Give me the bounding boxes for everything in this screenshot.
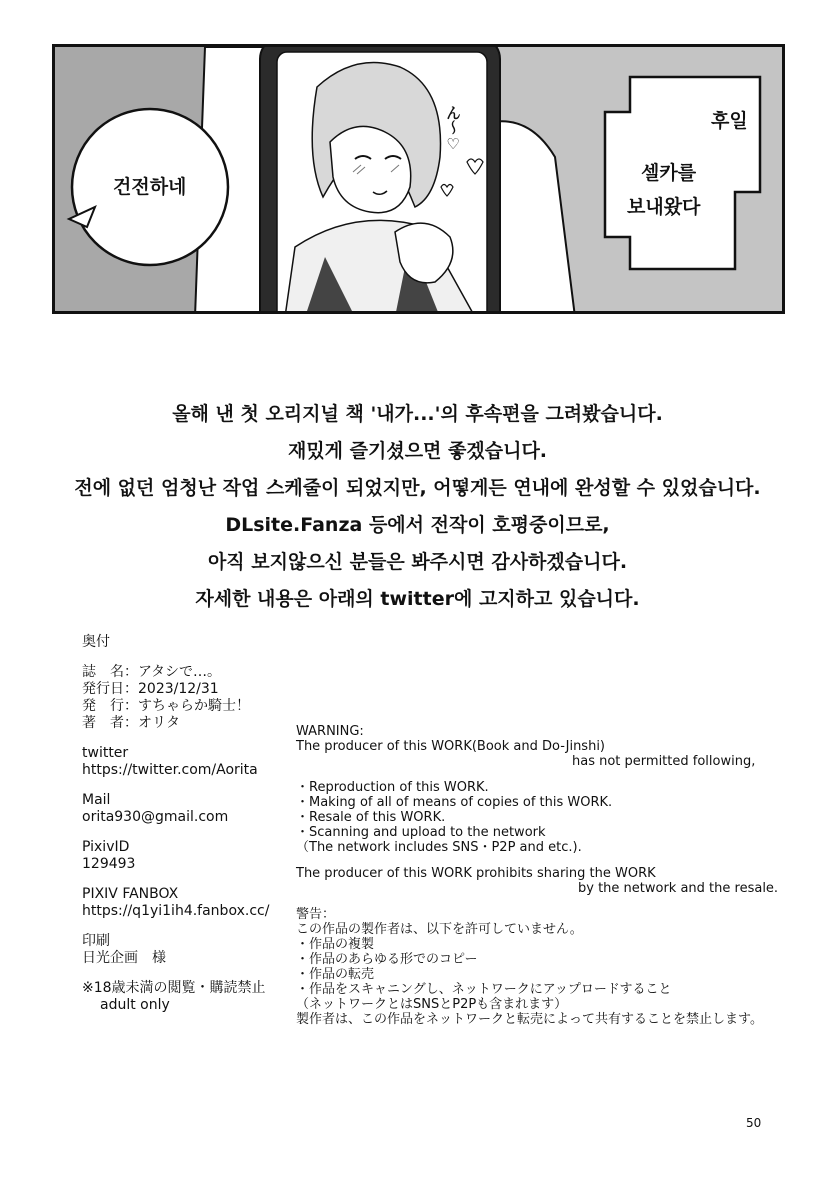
colophon-heading-block: [82, 634, 292, 651]
warning-item: ・Making of all of means of copies of this WORK.: [296, 795, 613, 810]
contact-printer: [82, 933, 292, 967]
warning-section: [296, 724, 779, 1027]
warning-prohibit: by the network and the resale.: [578, 881, 779, 896]
colophon: [82, 634, 292, 1027]
warning-item: ・Scanning and upload to the network: [296, 825, 546, 840]
intro-line-3: 전에 없던 엄청난 작업 스케줄이 되었지만, 어떻게든 연내에 완성할 수 있었습니다.: [74, 477, 761, 499]
warning-line: has not permitted following,: [572, 754, 756, 769]
intro-line-2: 재밌게 즐기셨으면 좋겠습니다.: [287, 440, 548, 462]
sound-effect: ん〜♡: [444, 105, 462, 153]
intro-line-5: 아직 보지않으신 분들은 봐주시면 감사하겠습니다.: [207, 551, 628, 573]
intro-text: [0, 396, 835, 618]
warning-jp-line: （ネットワークとはSNSとP2Pも含まれます）: [296, 997, 568, 1012]
caption-line-2: 셀카를: [641, 162, 697, 184]
contact-label: PIXIV FANBOX: [82, 886, 179, 902]
intro-line-6: 자세한 내용은 아래의 twitter에 고지하고 있습니다.: [195, 588, 640, 610]
warning-item: ・Resale of this WORK.: [296, 810, 446, 825]
warning-item: （The network includes SNS・P2P and etc.).: [296, 840, 582, 855]
intro-line-4: DLsite.Fanza 등에서 전작이 호평중이므로,: [225, 514, 610, 536]
warning-line: The producer of this WORK(Book and Do-Jinshi): [296, 739, 605, 754]
warning-jp-line: ・作品の転売: [296, 967, 375, 982]
contact-fanbox: [82, 886, 292, 920]
mail-link[interactable]: orita930@gmail.com: [82, 809, 229, 825]
detail-date: 発行日：2023/12/31: [82, 681, 219, 697]
warning-jp-title: 警告：: [296, 907, 336, 922]
colophon-details: [82, 664, 292, 732]
caption-line-3: 보내왔다: [627, 196, 701, 218]
speech-bubble-text: 건전하네: [113, 176, 187, 198]
warning-jp-line: ・作品のあらゆる形でのコピー: [296, 952, 478, 967]
twitter-link[interactable]: https://twitter.com/Aorita: [82, 762, 258, 778]
detail-author: 著 者：オリタ: [82, 715, 180, 731]
colophon-heading: 奥付: [82, 634, 110, 650]
contact-pixiv: [82, 839, 292, 873]
contact-twitter: [82, 745, 292, 779]
detail-publisher: 発 行：すちゃらか騎士！: [82, 698, 250, 714]
intro-line-1: 올해 낸 첫 오리지널 책 '내가...'의 후속편을 그려봤습니다.: [172, 403, 663, 425]
contact-label: Mail: [82, 792, 111, 808]
warning-jp-line: ・作品の複製: [296, 937, 375, 952]
pixiv-id: 129493: [82, 856, 136, 872]
age-notice: [82, 980, 292, 1014]
warning-title: WARNING:: [296, 724, 364, 739]
warning-prohibit: The producer of this WORK prohibits sharing the WORK: [296, 866, 656, 881]
contact-label: PixivID: [82, 839, 130, 855]
contact-label: twitter: [82, 745, 129, 761]
contact-label: 印刷: [82, 933, 110, 949]
adult-only: adult only: [100, 997, 170, 1013]
contact-mail: [82, 792, 292, 826]
detail-title: 誌 名：アタシで…。: [82, 664, 222, 680]
page-number: 50: [746, 1116, 762, 1130]
warning-jp-line: 製作者は、この作品をネットワークと転売によって共有することを禁止します。: [296, 1012, 763, 1027]
manga-panel: [52, 44, 785, 314]
age-restriction: ※18歳未満の閲覧・購読禁止: [82, 980, 266, 996]
fanbox-link[interactable]: https://q1yi1ih4.fanbox.cc/: [82, 903, 270, 919]
caption-line-1: 후일: [711, 110, 748, 132]
printer-name: 日光企画 様: [82, 950, 166, 966]
warning-jp-line: この作品の製作者は、以下を許可していません。: [296, 922, 583, 937]
warning-item: ・Reproduction of this WORK.: [296, 780, 489, 795]
warning-jp-line: ・作品をスキャニングし、ネットワークにアップロードすること: [296, 982, 672, 997]
